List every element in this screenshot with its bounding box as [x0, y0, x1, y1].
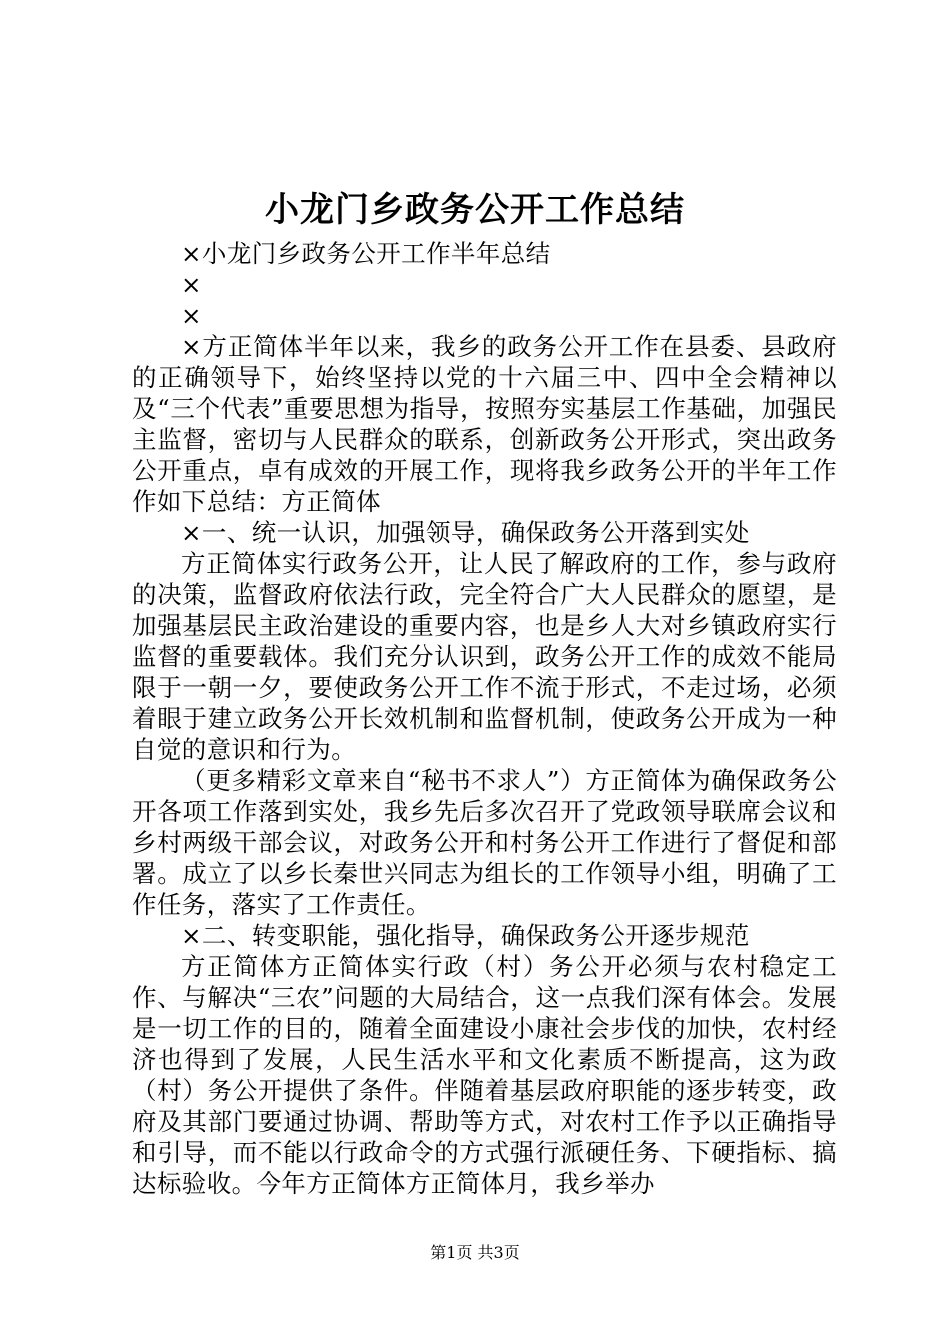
paragraph: ×方正简体半年以来，我乡的政务公开工作在县委、县政府的正确领导下，始终坚持以党的十六届三中、四中全会精神以及“三个代表”重要思想为指导，按照夯实基层工作基础，加强民主监督，密切与人民群众的联系，创新政务公开形式，突出政务公开重点，卓有成效的开展工作，现将我乡政务公开的半年工作作如下总结：方正简体: [132, 332, 837, 516]
document-body: [132, 238, 837, 1199]
paragraph: ×: [181, 270, 202, 299]
section-heading: ×一、统一认识，加强领导，确保政务公开落到实处: [181, 518, 750, 547]
paragraph: 方正简体实行政务公开，让人民了解政府的工作，参与政府的决策，监督政府依法行政，完全符合广大人民群众的愿望，是加强基层民主政治建设的重要内容，也是乡人大对乡镇政府实行监督的重要载体。我们充分认识到，政务公开工作的成效不能局限于一朝一夕，要使政务公开工作不流于形式，不走过场，必须着眼于建立政务公开长效机制和监督机制，使政务公开成为一种自觉的意识和行为。: [132, 549, 837, 764]
section-heading: ×二、转变职能，强化指导，确保政务公开逐步规范: [181, 921, 750, 950]
paragraph: ×小龙门乡政务公开工作半年总结: [181, 239, 551, 268]
paragraph: ×: [181, 301, 202, 330]
document-title: 小龙门乡政务公开工作总结: [265, 190, 685, 230]
paragraph: （更多精彩文章来自“秘书不求人”）方正简体为确保政务公开各项工作落到实处，我乡先后多次召开了党政领导联席会议和乡村两级干部会议，对政务公开和村务公开工作进行了督促和部署。成立了以乡长秦世兴同志为组长的工作领导小组，明确了工作任务，落实了工作责任。: [132, 766, 837, 919]
page-footer: 第1页 共3页: [430, 1243, 520, 1262]
paragraph: 方正简体方正简体实行政（村）务公开必须与农村稳定工作、与解决“三农”问题的大局结合，这一点我们深有体会。发展是一切工作的目的，随着全面建设小康社会步伐的加快，农村经济也得到了发展，人民生活水平和文化素质不断提高，这为政（村）务公开提供了条件。伴随着基层政府职能的逐步转变，政府及其部门要通过协调、帮助等方式，对农村工作予以正确指导和引导，而不能以行政命令的方式强行派硬任务、下硬指标、搞达标验收。今年方正简体方正简体月，我乡举办: [132, 952, 837, 1198]
